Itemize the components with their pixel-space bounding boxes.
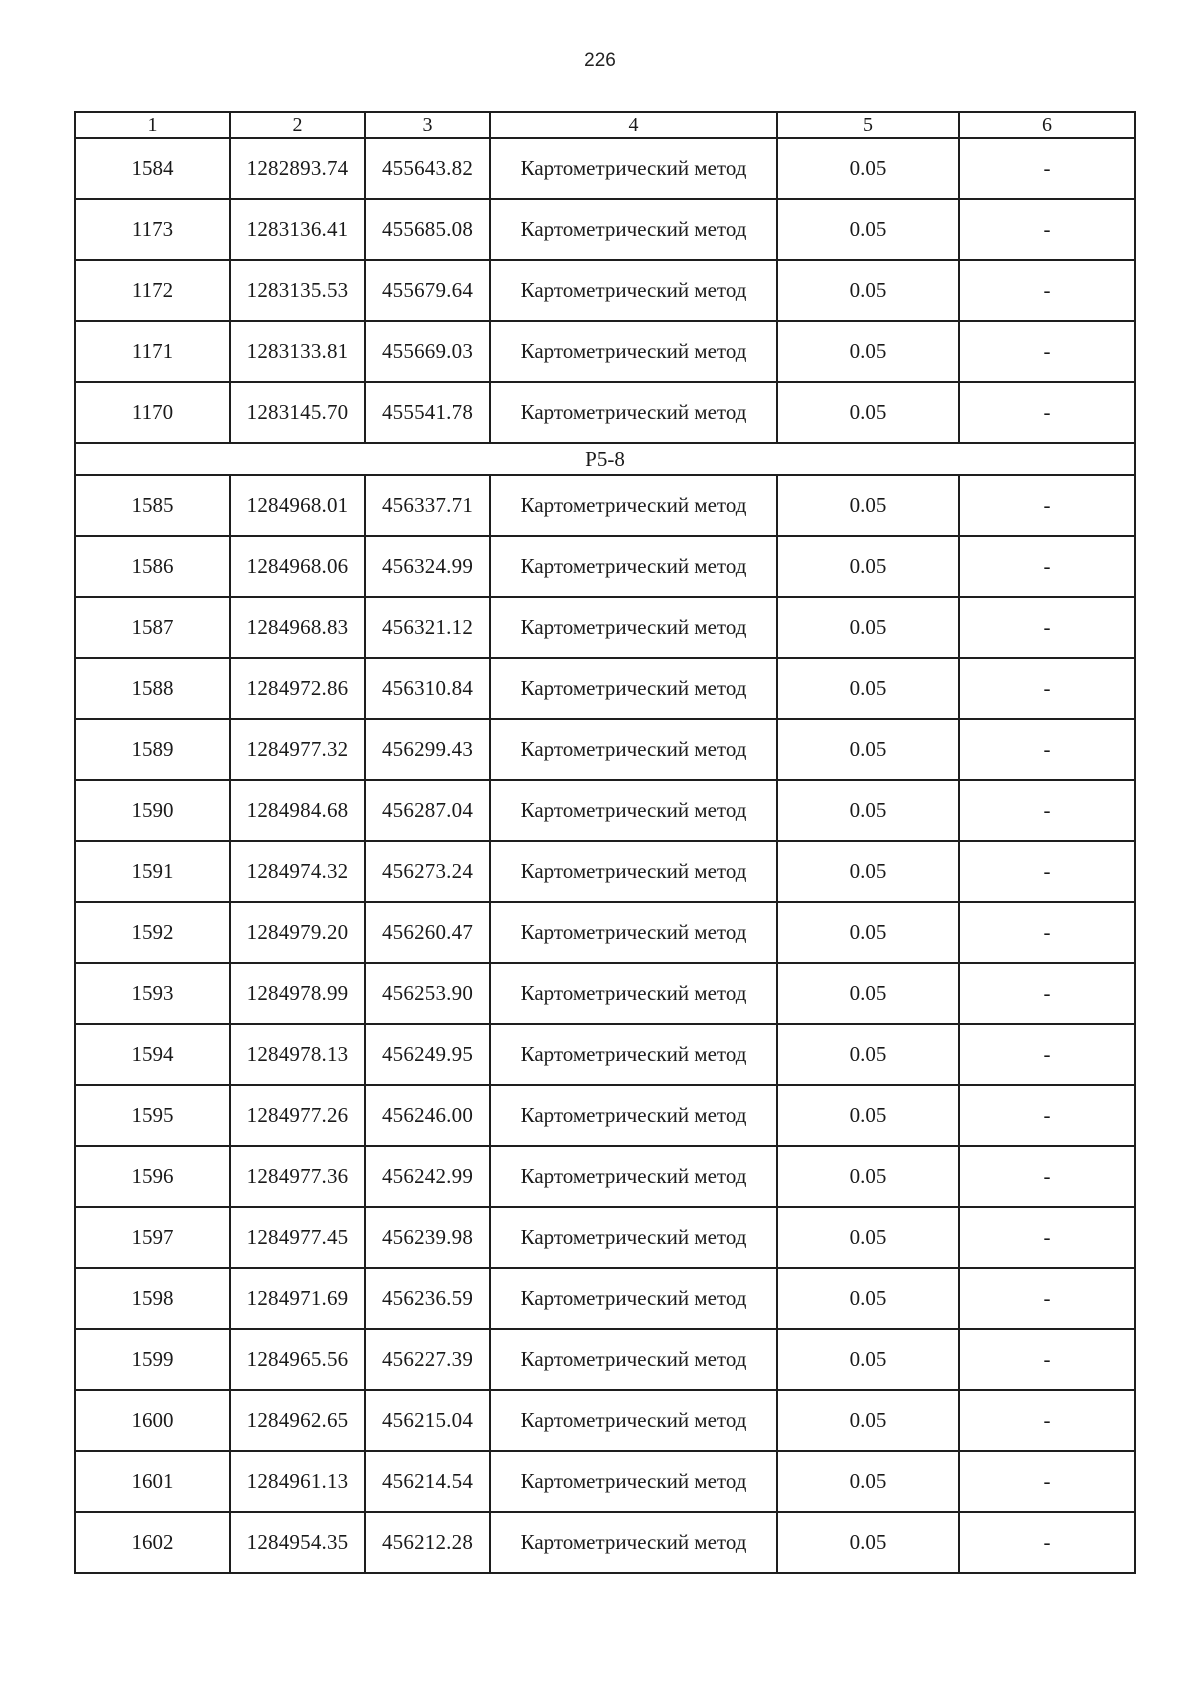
note-cell: - <box>959 902 1135 963</box>
note-cell: - <box>959 260 1135 321</box>
note-cell: - <box>959 841 1135 902</box>
point-number-cell: 1597 <box>75 1207 230 1268</box>
note-cell: - <box>959 1390 1135 1451</box>
method-cell: Картометрический метод <box>490 321 777 382</box>
accuracy-cell: 0.05 <box>777 841 959 902</box>
point-number-cell: 1602 <box>75 1512 230 1573</box>
point-number-cell: 1173 <box>75 199 230 260</box>
point-number-cell: 1172 <box>75 260 230 321</box>
note-cell: - <box>959 1146 1135 1207</box>
coordinates-table <box>74 111 1136 1574</box>
method-cell: Картометрический метод <box>490 1329 777 1390</box>
method-cell: Картометрический метод <box>490 1451 777 1512</box>
x-coordinate-cell: 1284962.65 <box>230 1390 365 1451</box>
x-coordinate-cell: 1284977.36 <box>230 1146 365 1207</box>
method-cell: Картометрический метод <box>490 1207 777 1268</box>
note-cell: - <box>959 597 1135 658</box>
accuracy-cell: 0.05 <box>777 1146 959 1207</box>
y-coordinate-cell: 456310.84 <box>365 658 490 719</box>
x-coordinate-cell: 1284968.06 <box>230 536 365 597</box>
x-coordinate-cell: 1284978.13 <box>230 1024 365 1085</box>
y-coordinate-cell: 456324.99 <box>365 536 490 597</box>
table-row <box>75 902 1135 963</box>
note-cell: - <box>959 1329 1135 1390</box>
y-coordinate-cell: 455643.82 <box>365 138 490 199</box>
x-coordinate-cell: 1283136.41 <box>230 199 365 260</box>
method-cell: Картометрический метод <box>490 658 777 719</box>
x-coordinate-cell: 1284971.69 <box>230 1268 365 1329</box>
x-coordinate-cell: 1284965.56 <box>230 1329 365 1390</box>
method-cell: Картометрический метод <box>490 597 777 658</box>
accuracy-cell: 0.05 <box>777 963 959 1024</box>
x-coordinate-cell: 1283133.81 <box>230 321 365 382</box>
table-row <box>75 321 1135 382</box>
note-cell: - <box>959 1207 1135 1268</box>
accuracy-cell: 0.05 <box>777 719 959 780</box>
table-row <box>75 475 1135 536</box>
method-cell: Картометрический метод <box>490 138 777 199</box>
point-number-cell: 1600 <box>75 1390 230 1451</box>
x-coordinate-cell: 1284972.86 <box>230 658 365 719</box>
point-number-cell: 1593 <box>75 963 230 1024</box>
point-number-cell: 1592 <box>75 902 230 963</box>
accuracy-cell: 0.05 <box>777 1268 959 1329</box>
note-cell: - <box>959 1268 1135 1329</box>
x-coordinate-cell: 1284977.26 <box>230 1085 365 1146</box>
table-row <box>75 1329 1135 1390</box>
accuracy-cell: 0.05 <box>777 902 959 963</box>
table-row <box>75 1268 1135 1329</box>
x-coordinate-cell: 1284968.01 <box>230 475 365 536</box>
table-row <box>75 841 1135 902</box>
y-coordinate-cell: 456214.54 <box>365 1451 490 1512</box>
table-row <box>75 138 1135 199</box>
table-row <box>75 1207 1135 1268</box>
point-number-cell: 1585 <box>75 475 230 536</box>
column-header: 3 <box>365 112 490 138</box>
point-number-cell: 1596 <box>75 1146 230 1207</box>
note-cell: - <box>959 536 1135 597</box>
point-number-cell: 1588 <box>75 658 230 719</box>
point-number-cell: 1601 <box>75 1451 230 1512</box>
x-coordinate-cell: 1284977.45 <box>230 1207 365 1268</box>
y-coordinate-cell: 456236.59 <box>365 1268 490 1329</box>
method-cell: Картометрический метод <box>490 841 777 902</box>
note-cell: - <box>959 963 1135 1024</box>
column-header: 5 <box>777 112 959 138</box>
y-coordinate-cell: 456299.43 <box>365 719 490 780</box>
y-coordinate-cell: 456337.71 <box>365 475 490 536</box>
y-coordinate-cell: 456249.95 <box>365 1024 490 1085</box>
x-coordinate-cell: 1284961.13 <box>230 1451 365 1512</box>
note-cell: - <box>959 719 1135 780</box>
table-row <box>75 1146 1135 1207</box>
table-row <box>75 382 1135 443</box>
accuracy-cell: 0.05 <box>777 780 959 841</box>
point-number-cell: 1591 <box>75 841 230 902</box>
method-cell: Картометрический метод <box>490 1024 777 1085</box>
method-cell: Картометрический метод <box>490 199 777 260</box>
note-cell: - <box>959 138 1135 199</box>
x-coordinate-cell: 1284954.35 <box>230 1512 365 1573</box>
y-coordinate-cell: 455541.78 <box>365 382 490 443</box>
note-cell: - <box>959 780 1135 841</box>
table-row <box>75 719 1135 780</box>
note-cell: - <box>959 321 1135 382</box>
accuracy-cell: 0.05 <box>777 321 959 382</box>
section-row <box>75 443 1135 475</box>
point-number-cell: 1586 <box>75 536 230 597</box>
note-cell: - <box>959 1024 1135 1085</box>
accuracy-cell: 0.05 <box>777 199 959 260</box>
column-number-row <box>75 112 1135 138</box>
section-title: Р5-8 <box>75 443 1135 475</box>
table-row <box>75 536 1135 597</box>
method-cell: Картометрический метод <box>490 1146 777 1207</box>
accuracy-cell: 0.05 <box>777 658 959 719</box>
accuracy-cell: 0.05 <box>777 138 959 199</box>
point-number-cell: 1587 <box>75 597 230 658</box>
method-cell: Картометрический метод <box>490 475 777 536</box>
accuracy-cell: 0.05 <box>777 1024 959 1085</box>
note-cell: - <box>959 1451 1135 1512</box>
table-row <box>75 658 1135 719</box>
method-cell: Картометрический метод <box>490 1268 777 1329</box>
point-number-cell: 1171 <box>75 321 230 382</box>
y-coordinate-cell: 456242.99 <box>365 1146 490 1207</box>
table-row <box>75 260 1135 321</box>
method-cell: Картометрический метод <box>490 1390 777 1451</box>
column-header: 4 <box>490 112 777 138</box>
accuracy-cell: 0.05 <box>777 536 959 597</box>
note-cell: - <box>959 382 1135 443</box>
y-coordinate-cell: 456273.24 <box>365 841 490 902</box>
method-cell: Картометрический метод <box>490 260 777 321</box>
x-coordinate-cell: 1282893.74 <box>230 138 365 199</box>
point-number-cell: 1170 <box>75 382 230 443</box>
method-cell: Картометрический метод <box>490 902 777 963</box>
method-cell: Картометрический метод <box>490 780 777 841</box>
note-cell: - <box>959 199 1135 260</box>
point-number-cell: 1584 <box>75 138 230 199</box>
accuracy-cell: 0.05 <box>777 1451 959 1512</box>
accuracy-cell: 0.05 <box>777 1390 959 1451</box>
table-row <box>75 1085 1135 1146</box>
table-row <box>75 1451 1135 1512</box>
point-number-cell: 1589 <box>75 719 230 780</box>
x-coordinate-cell: 1284974.32 <box>230 841 365 902</box>
y-coordinate-cell: 456227.39 <box>365 1329 490 1390</box>
page-number: 226 <box>584 50 616 71</box>
accuracy-cell: 0.05 <box>777 382 959 443</box>
table-body <box>75 138 1135 1573</box>
table-row <box>75 1512 1135 1573</box>
method-cell: Картометрический метод <box>490 719 777 780</box>
accuracy-cell: 0.05 <box>777 475 959 536</box>
x-coordinate-cell: 1284978.99 <box>230 963 365 1024</box>
accuracy-cell: 0.05 <box>777 1512 959 1573</box>
column-header: 2 <box>230 112 365 138</box>
accuracy-cell: 0.05 <box>777 1207 959 1268</box>
x-coordinate-cell: 1284977.32 <box>230 719 365 780</box>
accuracy-cell: 0.05 <box>777 260 959 321</box>
note-cell: - <box>959 475 1135 536</box>
x-coordinate-cell: 1283135.53 <box>230 260 365 321</box>
x-coordinate-cell: 1284984.68 <box>230 780 365 841</box>
table-row <box>75 199 1135 260</box>
y-coordinate-cell: 456321.12 <box>365 597 490 658</box>
table-row <box>75 597 1135 658</box>
table-row <box>75 963 1135 1024</box>
accuracy-cell: 0.05 <box>777 1085 959 1146</box>
method-cell: Картометрический метод <box>490 1085 777 1146</box>
accuracy-cell: 0.05 <box>777 597 959 658</box>
point-number-cell: 1598 <box>75 1268 230 1329</box>
y-coordinate-cell: 456260.47 <box>365 902 490 963</box>
accuracy-cell: 0.05 <box>777 1329 959 1390</box>
table-row <box>75 1390 1135 1451</box>
y-coordinate-cell: 456287.04 <box>365 780 490 841</box>
x-coordinate-cell: 1283145.70 <box>230 382 365 443</box>
point-number-cell: 1594 <box>75 1024 230 1085</box>
column-header: 6 <box>959 112 1135 138</box>
table-row <box>75 1024 1135 1085</box>
note-cell: - <box>959 658 1135 719</box>
method-cell: Картометрический метод <box>490 382 777 443</box>
x-coordinate-cell: 1284968.83 <box>230 597 365 658</box>
y-coordinate-cell: 456246.00 <box>365 1085 490 1146</box>
y-coordinate-cell: 455669.03 <box>365 321 490 382</box>
column-header: 1 <box>75 112 230 138</box>
y-coordinate-cell: 456239.98 <box>365 1207 490 1268</box>
method-cell: Картометрический метод <box>490 1512 777 1573</box>
method-cell: Картометрический метод <box>490 536 777 597</box>
method-cell: Картометрический метод <box>490 963 777 1024</box>
note-cell: - <box>959 1512 1135 1573</box>
y-coordinate-cell: 455685.08 <box>365 199 490 260</box>
point-number-cell: 1599 <box>75 1329 230 1390</box>
point-number-cell: 1595 <box>75 1085 230 1146</box>
y-coordinate-cell: 456212.28 <box>365 1512 490 1573</box>
point-number-cell: 1590 <box>75 780 230 841</box>
note-cell: - <box>959 1085 1135 1146</box>
y-coordinate-cell: 456253.90 <box>365 963 490 1024</box>
y-coordinate-cell: 455679.64 <box>365 260 490 321</box>
y-coordinate-cell: 456215.04 <box>365 1390 490 1451</box>
x-coordinate-cell: 1284979.20 <box>230 902 365 963</box>
table-row <box>75 780 1135 841</box>
